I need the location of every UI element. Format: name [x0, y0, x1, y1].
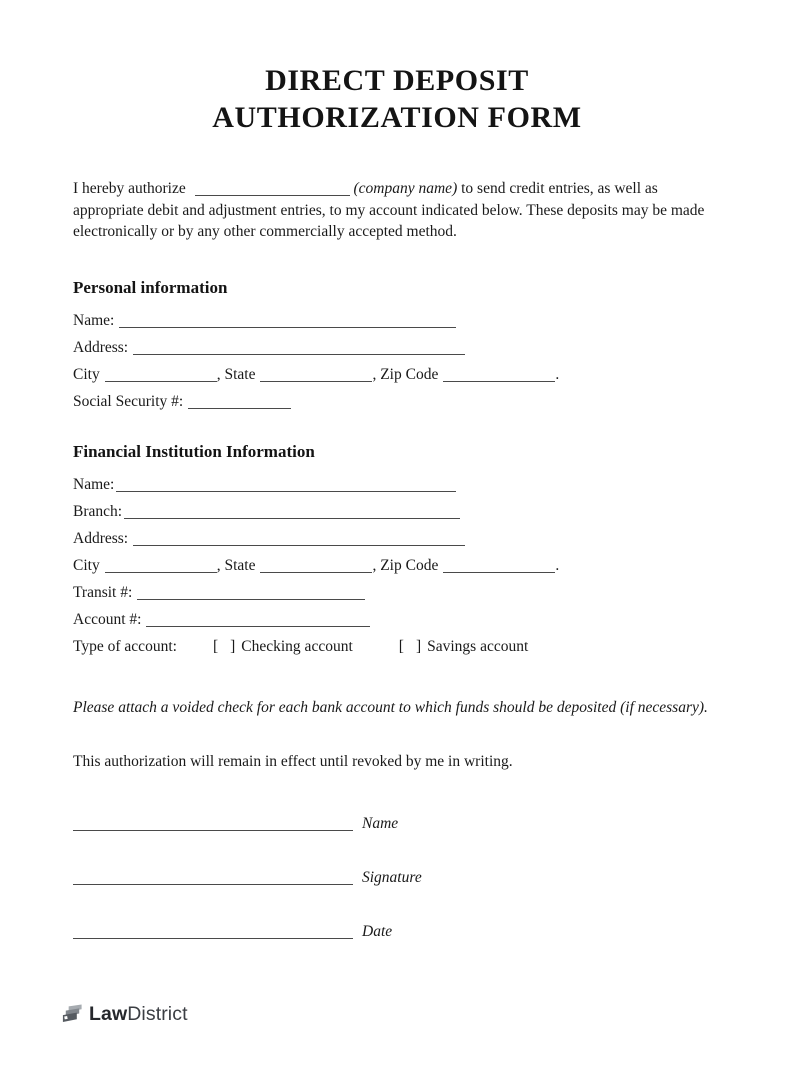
- signee-name-field[interactable]: [73, 815, 353, 831]
- personal-name-row: [73, 307, 721, 334]
- financial-city-row: [73, 552, 721, 579]
- financial-transit-label: Transit #:: [73, 583, 133, 601]
- financial-account-field[interactable]: [146, 611, 370, 627]
- personal-name-field[interactable]: [119, 312, 456, 328]
- account-type-label: Type of account:: [73, 637, 177, 655]
- financial-zip-label: , Zip Code: [372, 556, 439, 574]
- financial-state-field[interactable]: [260, 557, 372, 573]
- financial-name-label: Name:: [73, 475, 115, 493]
- signature-section: [73, 815, 721, 943]
- account-type-row: [73, 633, 721, 660]
- financial-branch-label: Branch:: [73, 502, 123, 520]
- intro-text-end: to send credit entries, as well as appropriate debit and adjustment entries, to my account indicated below. These deposits may be made electronically or by any other commercially accepted method.: [73, 180, 705, 240]
- signee-date-label: Date: [362, 922, 393, 940]
- signee-name-row: [73, 815, 721, 835]
- personal-address-row: [73, 334, 721, 361]
- financial-info-section: [73, 471, 721, 660]
- financial-zip-field[interactable]: [443, 557, 555, 573]
- signee-signature-label: Signature: [362, 868, 422, 886]
- title-line-2: AUTHORIZATION FORM: [212, 101, 582, 134]
- financial-account-label: Account #:: [73, 610, 142, 628]
- signee-signature-row: [73, 869, 721, 889]
- financial-branch-row: [73, 498, 721, 525]
- signee-date-row: [73, 923, 721, 943]
- financial-transit-row: [73, 579, 721, 606]
- financial-name-field[interactable]: [116, 476, 456, 492]
- page-title: [73, 62, 721, 136]
- intro-paragraph: [73, 178, 718, 243]
- savings-account-label: Savings account: [427, 637, 529, 655]
- financial-address-label: Address:: [73, 529, 129, 547]
- financial-state-label: , State: [216, 556, 256, 574]
- financial-address-field[interactable]: [133, 530, 465, 546]
- signee-date-field[interactable]: [73, 923, 353, 939]
- signee-name-label: Name: [362, 814, 399, 832]
- financial-city-label: City: [73, 556, 100, 574]
- personal-name-label: Name:: [73, 311, 115, 329]
- financial-branch-field[interactable]: [124, 503, 460, 519]
- checking-account-label: Checking account: [241, 637, 353, 655]
- financial-address-row: [73, 525, 721, 552]
- brand-name-light: District: [127, 1003, 188, 1025]
- personal-ssn-label: Social Security #:: [73, 392, 184, 410]
- financial-name-row: [73, 471, 721, 498]
- checking-bracket-close: ]: [230, 637, 236, 655]
- personal-ssn-field[interactable]: [188, 393, 291, 409]
- personal-state-field[interactable]: [260, 366, 372, 382]
- personal-line-end: .: [555, 365, 560, 383]
- company-name-field[interactable]: [195, 181, 350, 197]
- personal-state-label: , State: [216, 365, 256, 383]
- savings-bracket-open: [: [398, 637, 404, 655]
- lawdistrict-logo: [61, 1003, 188, 1026]
- personal-ssn-row: [73, 388, 721, 415]
- savings-account-checkbox[interactable]: [399, 638, 421, 655]
- personal-city-label: City: [73, 365, 100, 383]
- personal-address-field[interactable]: [133, 339, 465, 355]
- title-line-1: DIRECT DEPOSIT: [265, 64, 529, 97]
- signee-signature-field[interactable]: [73, 869, 353, 885]
- financial-city-field[interactable]: [105, 557, 217, 573]
- checking-account-checkbox[interactable]: [213, 638, 235, 655]
- financial-info-heading: Financial Institution Information: [73, 441, 315, 461]
- intro-text-start: I hereby authorize: [73, 180, 186, 197]
- financial-line-end: .: [555, 556, 560, 574]
- voided-check-note: Please attach a voided check for each bank account to which funds should be deposited (if necessary).: [73, 698, 708, 716]
- personal-info-section: [73, 307, 721, 415]
- checking-bracket-open: [: [212, 637, 219, 655]
- personal-zip-field[interactable]: [443, 366, 555, 382]
- personal-info-heading: Personal information: [73, 277, 228, 297]
- brand-name-bold: Law: [89, 1003, 128, 1025]
- revocation-note: This authorization will remain in effect until revoked by me in writing.: [73, 752, 513, 770]
- personal-city-field[interactable]: [105, 366, 217, 382]
- financial-transit-field[interactable]: [137, 584, 365, 600]
- savings-bracket-close: ]: [415, 637, 422, 655]
- form-page: [0, 62, 791, 943]
- company-name-hint: (company name): [353, 180, 458, 197]
- personal-address-label: Address:: [73, 338, 129, 356]
- lawdistrict-stack-icon: [61, 1003, 84, 1026]
- personal-zip-label: , Zip Code: [372, 365, 439, 383]
- personal-city-row: [73, 361, 721, 388]
- financial-account-row: [73, 606, 721, 633]
